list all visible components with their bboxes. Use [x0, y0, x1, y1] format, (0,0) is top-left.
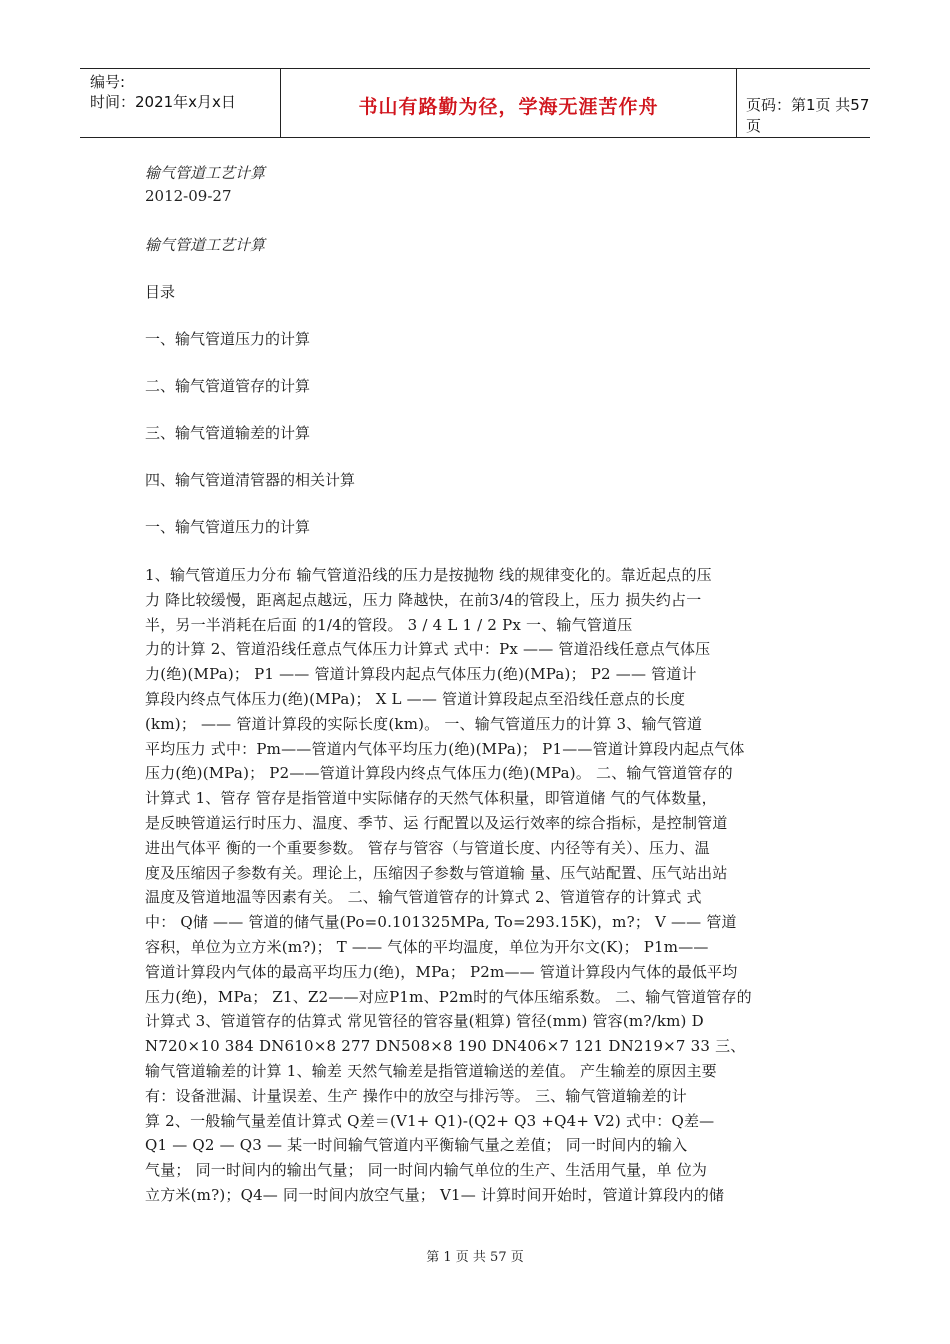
page-label: 页码：第1页 共57页 [746, 96, 870, 135]
doc-subtitle: 输气管道工艺计算 [145, 236, 266, 254]
body-line: 平均压力 式中：Pm——管道内气体平均压力(绝)(MPa)； P1——管道计算段内起点气体 [145, 739, 745, 758]
body-line: 有：设备泄漏、计量误差、生产 操作中的放空与排污等。 三、输气管道输差的计 [145, 1086, 687, 1105]
header-table [80, 68, 870, 138]
page-footer: 第 1 页 共 57 页 [426, 1250, 524, 1265]
toc-item: 一、输气管道压力的计算 [145, 330, 311, 348]
header-info-cell [80, 69, 280, 137]
body-line: 管道计算段内气体的最高平均压力(绝)，MPa； P2m—— 管道计算段内气体的最低平均 [145, 962, 738, 981]
body-line: 输气管道输差的计算 1、输差 天然气输差是指管道输送的差值。 产生输差的原因主要 [145, 1061, 717, 1080]
toc-item: 三、输气管道输差的计算 [145, 424, 311, 442]
header-page-cell [736, 69, 870, 137]
motto-text: 书山有路勤为径，学海无涯苦作舟 [358, 96, 659, 118]
body-line: 立方米(m?)；Q4— 同一时间内放空气量； V1— 计算时间开始时，管道计算段内的储 [145, 1185, 725, 1204]
body-line: 力的计算 2、管道沿线任意点气体压力计算式 式中：Px —— 管道沿线任意点气体压 [145, 640, 711, 659]
doc-title: 输气管道工艺计算 [145, 164, 266, 182]
time-label: 时间：2021年x月x日 [90, 93, 236, 111]
body-line: 压力(绝)(MPa)； P2——管道计算段内终点气体压力(绝)(MPa)。 二、输气管道管存的 [145, 764, 733, 783]
body-line: 力 降比较缓慢，距离起点越远，压力 降越快，在前3/4的管段上，压力 损失约占一 [145, 590, 702, 609]
body-line: N720×10 384 DN610×8 277 DN508×8 190 DN406×7 121 DN219×7 33 三、 [145, 1037, 746, 1056]
doc-date: 2012-09-27 [145, 187, 232, 205]
body-line: 容积，单位为立方米(m?)； T —— 气体的平均温度，单位为开尔文(K)； P1m—— [145, 937, 709, 956]
body-line: 中： Q储 —— 管道的储气量(Po=0.101325MPa, To=293.15K)，m?； V —— 管道 [145, 913, 737, 932]
body-line: 是反映管道运行时压力、温度、季节、运 行配置以及运行效率的综合指标，是控制管道 [145, 813, 728, 832]
body-line: 压力(绝)，MPa； Z1、Z2——对应P1m、P2m时的气体压缩系数。 二、输气管道管存的 [145, 987, 752, 1006]
body-line: 计算式 3、管道管存的估算式 常见管径的管容量(粗算) 管径(mm) 管容(m?/km) D [145, 1012, 704, 1031]
number-label: 编号: [90, 73, 126, 91]
body-line: 气量； 同一时间内的输出气量； 同一时间内输气单位的生产、生活用气量，单 位为 [145, 1161, 708, 1180]
header-motto-cell [280, 69, 737, 137]
body-line: 度及压缩因子参数有关。理论上，压缩因子参数与管道输 量、压气站配置、压气站出站 [145, 863, 728, 882]
body-paragraph [145, 563, 810, 1208]
section-heading: 一、输气管道压力的计算 [145, 518, 311, 536]
body-line: 计算式 1、管存 管存是指管道中实际储存的天然气体积量，即管道储 气的气体数量， [145, 789, 717, 808]
body-line: 力(绝)(MPa)； P1 —— 管道计算段内起点气体压力(绝)(MPa)； P2 —— 管道计 [145, 665, 697, 684]
body-line: 温度及管道地温等因素有关。 二、输气管道管存的计算式 2、管道管存的计算式 式 [145, 888, 702, 907]
toc-heading: 目录 [145, 283, 176, 301]
body-line: 进出气体平 衡的一个重要参数。 管存与管容（与管道长度、内径等有关）、压力、温 [145, 838, 710, 857]
toc-item: 四、输气管道清管器的相关计算 [145, 471, 356, 489]
body-line: 1、输气管道压力分布 输气管道沿线的压力是按抛物 线的规律变化的。靠近起点的压 [145, 566, 712, 584]
body-line: 算段内终点气体压力(绝)(MPa)； X L —— 管道计算段起点至沿线任意点的长度 [145, 689, 686, 708]
body-line: (km)； —— 管道计算段的实际长度(km)。 一、输气管道压力的计算 3、输气管道 [145, 714, 703, 733]
body-line: 半，另一半消耗在后面 的1/4的管段。 3 / 4 L 1 / 2 Px 一、输气管道压 [145, 615, 633, 634]
toc-item: 二、输气管道管存的计算 [145, 377, 311, 395]
body-line: 算 2、一般输气量差值计算式 Q差＝(V1+ Q1)-(Q2+ Q3 +Q4+ V2) 式中：Q差— [145, 1111, 715, 1130]
body-line: Q1 — Q2 — Q3 — 某一时间输气管道内平衡输气量之差值； 同一时间内的输入 [145, 1136, 688, 1155]
